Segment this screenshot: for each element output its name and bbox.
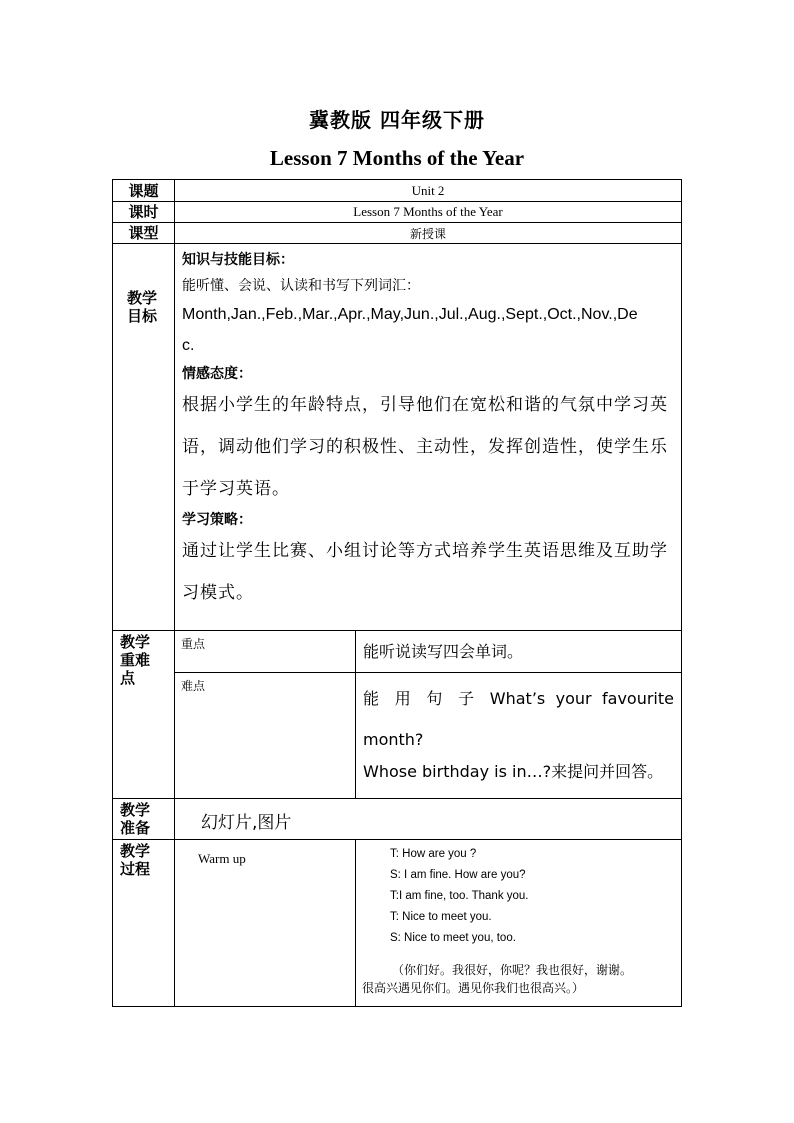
document-title: 冀教版 四年级下册 (309, 108, 485, 132)
strategy-heading: 学习策略： (182, 512, 252, 528)
key-point-row (113, 631, 682, 673)
difficult-cell (356, 673, 682, 799)
period-row (113, 202, 682, 223)
prep-row (113, 799, 682, 840)
prep-label: 教学准备 (120, 801, 151, 837)
period-label: 课时 (113, 202, 175, 223)
key-text: 能听说读写四会单词。 (356, 631, 682, 673)
key-label: 重点 (175, 631, 356, 673)
type-value: 新授课 (175, 223, 682, 244)
goals-cell (175, 244, 682, 631)
dialog-translation (362, 961, 677, 997)
type-row (113, 223, 682, 244)
strategy-text: 通过让学生比赛、小组讨论等方式培养学生英语思维及互助学习模式。 (182, 541, 668, 603)
process-row (113, 840, 682, 1007)
difficult-line-3: Whose birthday is in…?来提问并回答。 (363, 762, 664, 781)
dialog-line: T: How are you ? (390, 848, 477, 860)
topic-value: Unit 2 (175, 180, 682, 202)
dialog-translation-line-2: 很高兴遇见你们。遇见你我们也很高兴。） (362, 981, 585, 995)
difficult-label: 难点 (175, 673, 356, 799)
goals-label: 教学目标 (127, 289, 158, 325)
topic-label: 课题 (113, 180, 175, 202)
vocabulary-words: Month,Jan.,Feb.,Mar.,Apr.,May,Jun.,Jul.,Aug.,Sept.,Oct.,Nov.,De (182, 306, 638, 323)
knowledge-heading: 知识与技能目标： (182, 252, 294, 268)
period-value: Lesson 7 Months of the Year (175, 202, 682, 223)
difficult-line-2: month? (363, 730, 424, 749)
keypoints-label: 教学重难点 (120, 633, 151, 687)
process-label: 教学过程 (120, 842, 151, 878)
dialog-line: S: Nice to meet you, too. (390, 932, 516, 944)
goals-row (113, 244, 682, 631)
topic-row (113, 180, 682, 202)
dialog-line: T: Nice to meet you. (390, 911, 492, 923)
dialog-cell (356, 840, 682, 1007)
lesson-plan-table (112, 179, 682, 1007)
knowledge-text: 能听懂、会说、认读和书写下列词汇： (182, 278, 420, 294)
difficult-point-row (113, 673, 682, 799)
emotion-text: 根据小学生的年龄特点，引导他们在宽松和谐的气氛中学习英语，调动他们学习的积极性、主动性，发挥创造性，使学生乐于学习英语。 (182, 395, 668, 499)
emotion-heading: 情感态度： (182, 366, 252, 382)
dialog-translation-line-1: （你们好。我很好，你呢？我也很好，谢谢。 (392, 963, 633, 977)
dialog-line: S: I am fine. How are you? (390, 869, 526, 881)
warmup-label: Warm up (175, 840, 356, 1007)
vocabulary-words-cont: c. (182, 337, 195, 354)
prep-text: 幻灯片,图片 (175, 799, 682, 840)
lesson-title: Lesson 7 Months of the Year (269, 146, 525, 170)
difficult-line-1: 能 用 句 子 What’s your favourite (363, 689, 674, 708)
dialog-line: T:I am fine, too. Thank you. (390, 890, 529, 902)
type-label: 课型 (113, 223, 175, 244)
